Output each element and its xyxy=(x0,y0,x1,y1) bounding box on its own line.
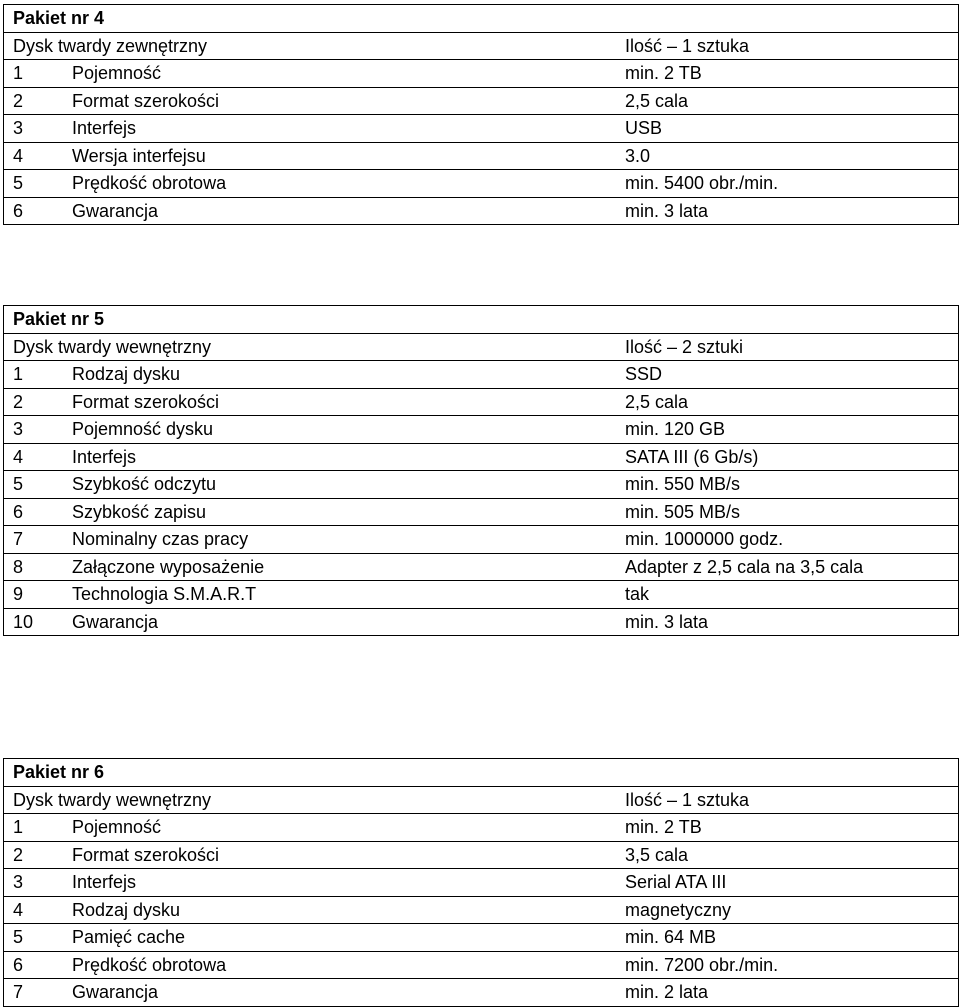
row-number: 8 xyxy=(13,556,24,577)
parameter-value: min. 3 lata xyxy=(625,200,709,221)
package-title: Pakiet nr 6 xyxy=(13,762,105,783)
package-title: Pakiet nr 4 xyxy=(13,8,105,29)
row-number: 2 xyxy=(13,90,24,111)
package-table xyxy=(3,305,959,636)
parameter-value: min. 1000000 godz. xyxy=(625,529,784,550)
row-number: 5 xyxy=(13,173,24,194)
device-name: Dysk twardy zewnętrzny xyxy=(13,35,208,56)
parameter-value: min. 550 MB/s xyxy=(625,474,741,495)
parameter-value: 3,5 cala xyxy=(625,844,689,865)
parameter-value: min. 2 TB xyxy=(625,63,702,84)
parameter-value: min. 7200 obr./min. xyxy=(625,954,779,975)
row-number: 4 xyxy=(13,446,24,467)
table-row xyxy=(4,197,958,225)
parameter-label: Pamięć cache xyxy=(72,927,186,948)
row-number: 4 xyxy=(13,899,24,920)
package-header-row xyxy=(4,333,958,361)
parameter-label: Gwarancja xyxy=(72,611,159,632)
package-header-row xyxy=(4,786,958,814)
parameter-value: 2,5 cala xyxy=(625,391,689,412)
table-row xyxy=(4,525,958,553)
row-number: 1 xyxy=(13,817,24,838)
parameter-label: Interfejs xyxy=(72,118,137,139)
parameter-value: Adapter z 2,5 cala na 3,5 cala xyxy=(625,556,864,577)
table-row xyxy=(4,388,958,416)
parameter-value: tak xyxy=(625,584,650,605)
parameter-label: Rodzaj dysku xyxy=(72,899,181,920)
table-row xyxy=(4,868,958,896)
table-row xyxy=(4,59,958,87)
parameter-label: Prędkość obrotowa xyxy=(72,954,227,975)
table-row xyxy=(4,896,958,924)
table-row xyxy=(4,951,958,979)
table-row xyxy=(4,813,958,841)
parameter-label: Gwarancja xyxy=(72,200,159,221)
parameter-value: SSD xyxy=(625,364,663,385)
device-name: Dysk twardy wewnętrzny xyxy=(13,789,212,810)
row-number: 1 xyxy=(13,63,24,84)
table-row xyxy=(4,580,958,608)
parameter-label: Nominalny czas pracy xyxy=(72,529,249,550)
parameter-value: USB xyxy=(625,118,663,139)
table-row xyxy=(4,841,958,869)
parameter-value: SATA III (6 Gb/s) xyxy=(625,446,759,467)
parameter-label: Gwarancja xyxy=(72,982,159,1003)
row-number: 2 xyxy=(13,844,24,865)
device-name: Dysk twardy wewnętrzny xyxy=(13,336,212,357)
table-row xyxy=(4,415,958,443)
table-row xyxy=(4,498,958,526)
parameter-value: min. 3 lata xyxy=(625,611,709,632)
parameter-label: Pojemność xyxy=(72,817,162,838)
parameter-value: Serial ATA III xyxy=(625,872,727,893)
parameter-label: Prędkość obrotowa xyxy=(72,173,227,194)
package-table xyxy=(3,4,959,225)
table-row xyxy=(4,360,958,388)
parameter-value: min. 2 TB xyxy=(625,817,702,838)
row-number: 9 xyxy=(13,584,24,605)
parameter-value: 2,5 cala xyxy=(625,90,689,111)
parameter-label: Wersja interfejsu xyxy=(72,145,206,166)
parameter-label: Format szerokości xyxy=(72,391,220,412)
row-number: 3 xyxy=(13,118,24,139)
row-number: 6 xyxy=(13,501,24,522)
table-row xyxy=(4,142,958,170)
table-row xyxy=(4,553,958,581)
parameter-label: Szybkość zapisu xyxy=(72,501,207,522)
table-row xyxy=(4,923,958,951)
row-number: 2 xyxy=(13,391,24,412)
quantity: Ilość – 2 sztuki xyxy=(625,336,744,357)
table-row xyxy=(4,87,958,115)
row-number: 5 xyxy=(13,927,24,948)
parameter-value: magnetyczny xyxy=(625,899,732,920)
parameter-label: Technologia S.M.A.R.T xyxy=(72,584,257,605)
row-number: 4 xyxy=(13,145,24,166)
row-number: 3 xyxy=(13,872,24,893)
parameter-value: min. 64 MB xyxy=(625,927,717,948)
row-number: 6 xyxy=(13,200,24,221)
table-row xyxy=(4,114,958,142)
parameter-value: min. 5400 obr./min. xyxy=(625,173,779,194)
quantity: Ilość – 1 sztuka xyxy=(625,35,750,56)
parameter-value: 3.0 xyxy=(625,145,651,166)
row-number: 5 xyxy=(13,474,24,495)
package-table xyxy=(3,758,959,1007)
row-number: 10 xyxy=(13,611,34,632)
package-header-row xyxy=(4,32,958,60)
parameter-label: Format szerokości xyxy=(72,844,220,865)
row-number: 7 xyxy=(13,529,24,550)
parameter-label: Rodzaj dysku xyxy=(72,364,181,385)
parameter-label: Pojemność dysku xyxy=(72,419,214,440)
row-number: 3 xyxy=(13,419,24,440)
parameter-value: min. 120 GB xyxy=(625,419,726,440)
parameter-value: min. 2 lata xyxy=(625,982,709,1003)
parameter-label: Interfejs xyxy=(72,446,137,467)
parameter-label: Format szerokości xyxy=(72,90,220,111)
parameter-label: Interfejs xyxy=(72,872,137,893)
row-number: 6 xyxy=(13,954,24,975)
parameter-label: Załączone wyposażenie xyxy=(72,556,265,577)
table-row xyxy=(4,443,958,471)
table-row xyxy=(4,169,958,197)
parameter-label: Szybkość odczytu xyxy=(72,474,217,495)
table-row xyxy=(4,470,958,498)
parameter-value: min. 505 MB/s xyxy=(625,501,741,522)
table-row xyxy=(4,978,958,1006)
quantity: Ilość – 1 sztuka xyxy=(625,789,750,810)
parameter-label: Pojemność xyxy=(72,63,162,84)
row-number: 7 xyxy=(13,982,24,1003)
package-title: Pakiet nr 5 xyxy=(13,309,105,330)
row-number: 1 xyxy=(13,364,24,385)
table-row xyxy=(4,608,958,636)
